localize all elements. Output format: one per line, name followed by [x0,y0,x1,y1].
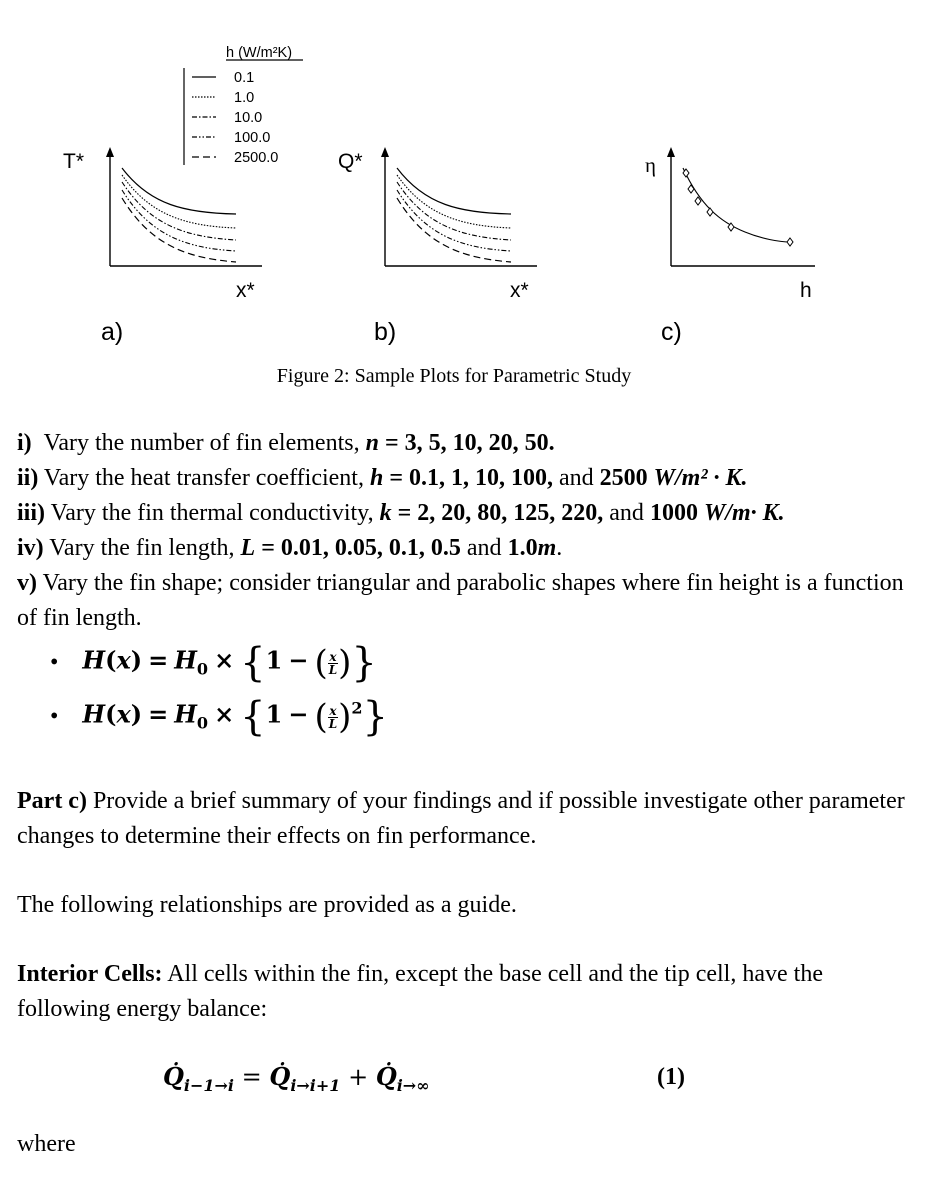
part-c-paragraph: Part c) Provide a brief summary of your findings and if possible investigate other parameter changes to determine their effects on fin performance. [17,788,905,849]
legend-entry-1: 1.0 [234,90,255,106]
panel-a-xlabel: x* [236,279,255,302]
panel-b-label: b) [374,318,397,346]
legend-entry-4: 2500.0 [234,150,279,166]
figure-caption: Figure 2: Sample Plots for Parametric Study [276,365,632,387]
panel-c-label: c) [661,318,682,346]
fraction-x-over-l-squared: $\frac{x}{L}$ [328,703,338,731]
fraction-x-over-l: $\frac{x}{L}$ [328,649,338,677]
panel-b-curve-0.1 [397,168,511,214]
sample-plots-figure [0,0,947,400]
equation-number: (1) [657,1064,685,1090]
panel-b-curve-10.0 [397,182,511,240]
panel-a-curve-0.1 [122,168,236,214]
panel-c-marker-4 [707,208,713,216]
legend [184,45,303,166]
legend-title: h (W/m²K) [226,45,293,61]
panel-b-plot [338,147,537,346]
panel-a-label: a) [101,318,124,346]
panel-a-ylabel: T* [63,150,84,173]
panel-a-plot [63,147,262,346]
panel-b-ylabel: Q* [338,150,363,173]
panel-a-curve-1.0 [122,175,236,228]
where-text: where [17,1131,76,1157]
list-item-i: i) Vary the number of fin elements, n = 3, 5, 10, 20, 50. [17,430,555,456]
panel-a-curve-10.0 [122,182,236,240]
panel-c-curve [683,168,790,242]
panel-c-xlabel: h [800,279,812,302]
list-item-iv: iv) Vary the fin length, L = 0.01, 0.05, 0.1, 0.5 and 1.0m. [17,535,563,561]
formula-triangular: • $H(x) = H_0 \times \{1$ − ( $\frac{x}{L}$ )} [50,640,377,686]
list-item-ii: ii) Vary the heat transfer coefficient, h = 0.1, 1, 10, 100, and 2500 W/m² · K. [17,465,748,491]
formula-parabolic: • $H(x) = H_0 \times \{1$ − ( $\frac{x}{L}$ )$^2$} [50,694,388,740]
legend-entry-2: 10.0 [234,110,263,126]
interior-cells-paragraph: Interior Cells: All cells within the fin, except the base cell and the tip cell, have the following energy balance: [17,961,823,1022]
panel-c-plot [645,147,815,346]
panel-c-marker-6 [787,238,793,246]
panel-b-xlabel: x* [510,279,529,302]
list-item-iii: iii) Vary the fin thermal conductivity, k = 2, 20, 80, 125, 220, and 1000 W/m· K. [17,500,785,526]
energy-balance-equation: $Q̇_{i-1\to i}$ = $Q̇_{i\to i+1}$ + $Q̇_{i\to\infty}$ [163,1062,430,1095]
panel-b-curve-1.0 [397,175,511,228]
panel-c-ylabel: η [645,153,656,177]
legend-entry-0: 0.1 [234,70,255,86]
list-item-v: v) Vary the fin shape; consider triangular and parabolic shapes where fin height is a function of fin length. [17,570,904,631]
legend-entry-3: 100.0 [234,130,271,146]
guide-paragraph: The following relationships are provided as a guide. [17,892,517,918]
